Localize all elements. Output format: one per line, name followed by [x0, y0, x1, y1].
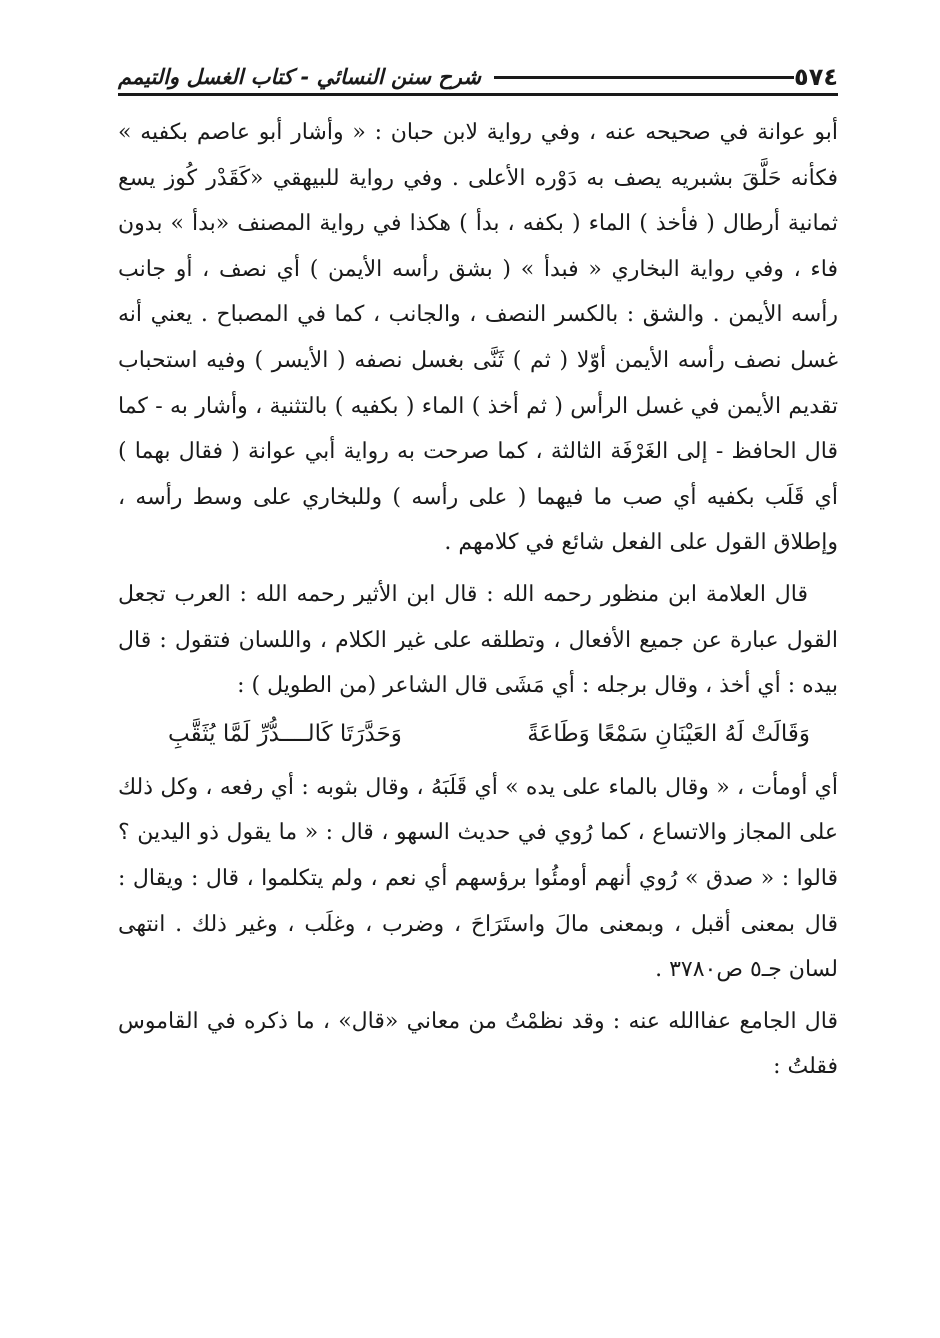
verse-hemistich-second: وَحَدَّرَتَا كَالــــدُّرِّ لَمَّا يُثَقَّبِ	[168, 720, 402, 747]
header-divider	[494, 76, 794, 79]
header-underline	[118, 93, 838, 96]
page-body	[118, 110, 838, 1090]
verse-hemistich-first: وَقَالَتْ لَهُ العَيْنَانِ سَمْعًا وَطَاعَةً	[527, 720, 810, 747]
running-title: شرح سنن النسائي - كتاب الغسل والتيمم	[118, 65, 481, 89]
page	[118, 52, 838, 1090]
page-number-group	[486, 62, 838, 92]
paragraph: أي أومأت ، « وقال بالماء على يده » أي قَلَبَهُ ، وقال بثوبه : أي رفعه ، وكل ذلك على المجاز والاتساع ، كما رُوي في حديث السهو ، قال : « ما يقول ذو اليدين ؟ قالوا : « صدق » رُوي أنهم أومئُوا برؤسهم أي نعم ، ولم يتكلموا ، قال : ويقال : قال بمعنى أقبل ، وبمعنى مالَ واستَرَاحَ ، وضرب ، وغلَب ، وغير ذلك . انتهى لسان جـ٥ ص٣٧٨٠ .	[118, 774, 838, 983]
running-header	[118, 52, 838, 92]
poetry-verse	[168, 709, 810, 759]
page-number: ٥٧٤	[794, 63, 838, 91]
paragraph: قال العلامة ابن منظور رحمه الله : قال ابن الأثير رحمه الله : العرب تجعل القول عبارة عن جميع الأفعال ، وتطلقه على غير الكلام ، واللسان فتقول : قال بيده : أي أخذ ، وقال برجله : أي مَشَى قال الشاعر (من الطويل ) :	[118, 581, 838, 699]
paragraph: أبو عوانة في صحيحه عنه ، وفي رواية لابن حبان : « وأشار أبو عاصم بكفيه » فكأنه حَلَّقَ بشبريه يصف به دَوْره الأعلى . وفي رواية للبيهقي «كَقَدْر كُوز يسع ثمانية أرطال ( فأخذ ) الماء ( بكفه ، بدأ ) هكذا في رواية المصنف «بدأ » بدون فاء ، وفي رواية البخاري « فبدأ » ( بشق رأسه الأيمن ) أي نصف ، أو جانب رأسه الأيمن . والشق : بالكسر النصف ، والجانب ، كما في المصباح . يعني أنه غسل نصف رأسه الأيمن أوّلا ( ثم ) ثَنَّى بغسل نصفه ( الأيسر ) وفيه استحباب تقديم الأيمن في غسل الرأس ( ثم أخذ ) الماء ( بكفيه ) بالتثنية ، وأشار به - كما قال الحافظ - إلى الغَرْفَة الثالثة ، كما صرحت به رواية أبي عوانة ( فقال بهما ) أي قَلَب بكفيه أي صب ما فيهما ( على رأسه ) وللبخاري على وسط رأسه ، وإطلاق القول على الفعل شائع في كلامهم .	[118, 120, 838, 556]
paragraph: قال الجامع عفاالله عنه : وقد نظمْتُ من معاني «قال» ، ما ذكره في القاموس فقلتُ :	[118, 1008, 838, 1080]
